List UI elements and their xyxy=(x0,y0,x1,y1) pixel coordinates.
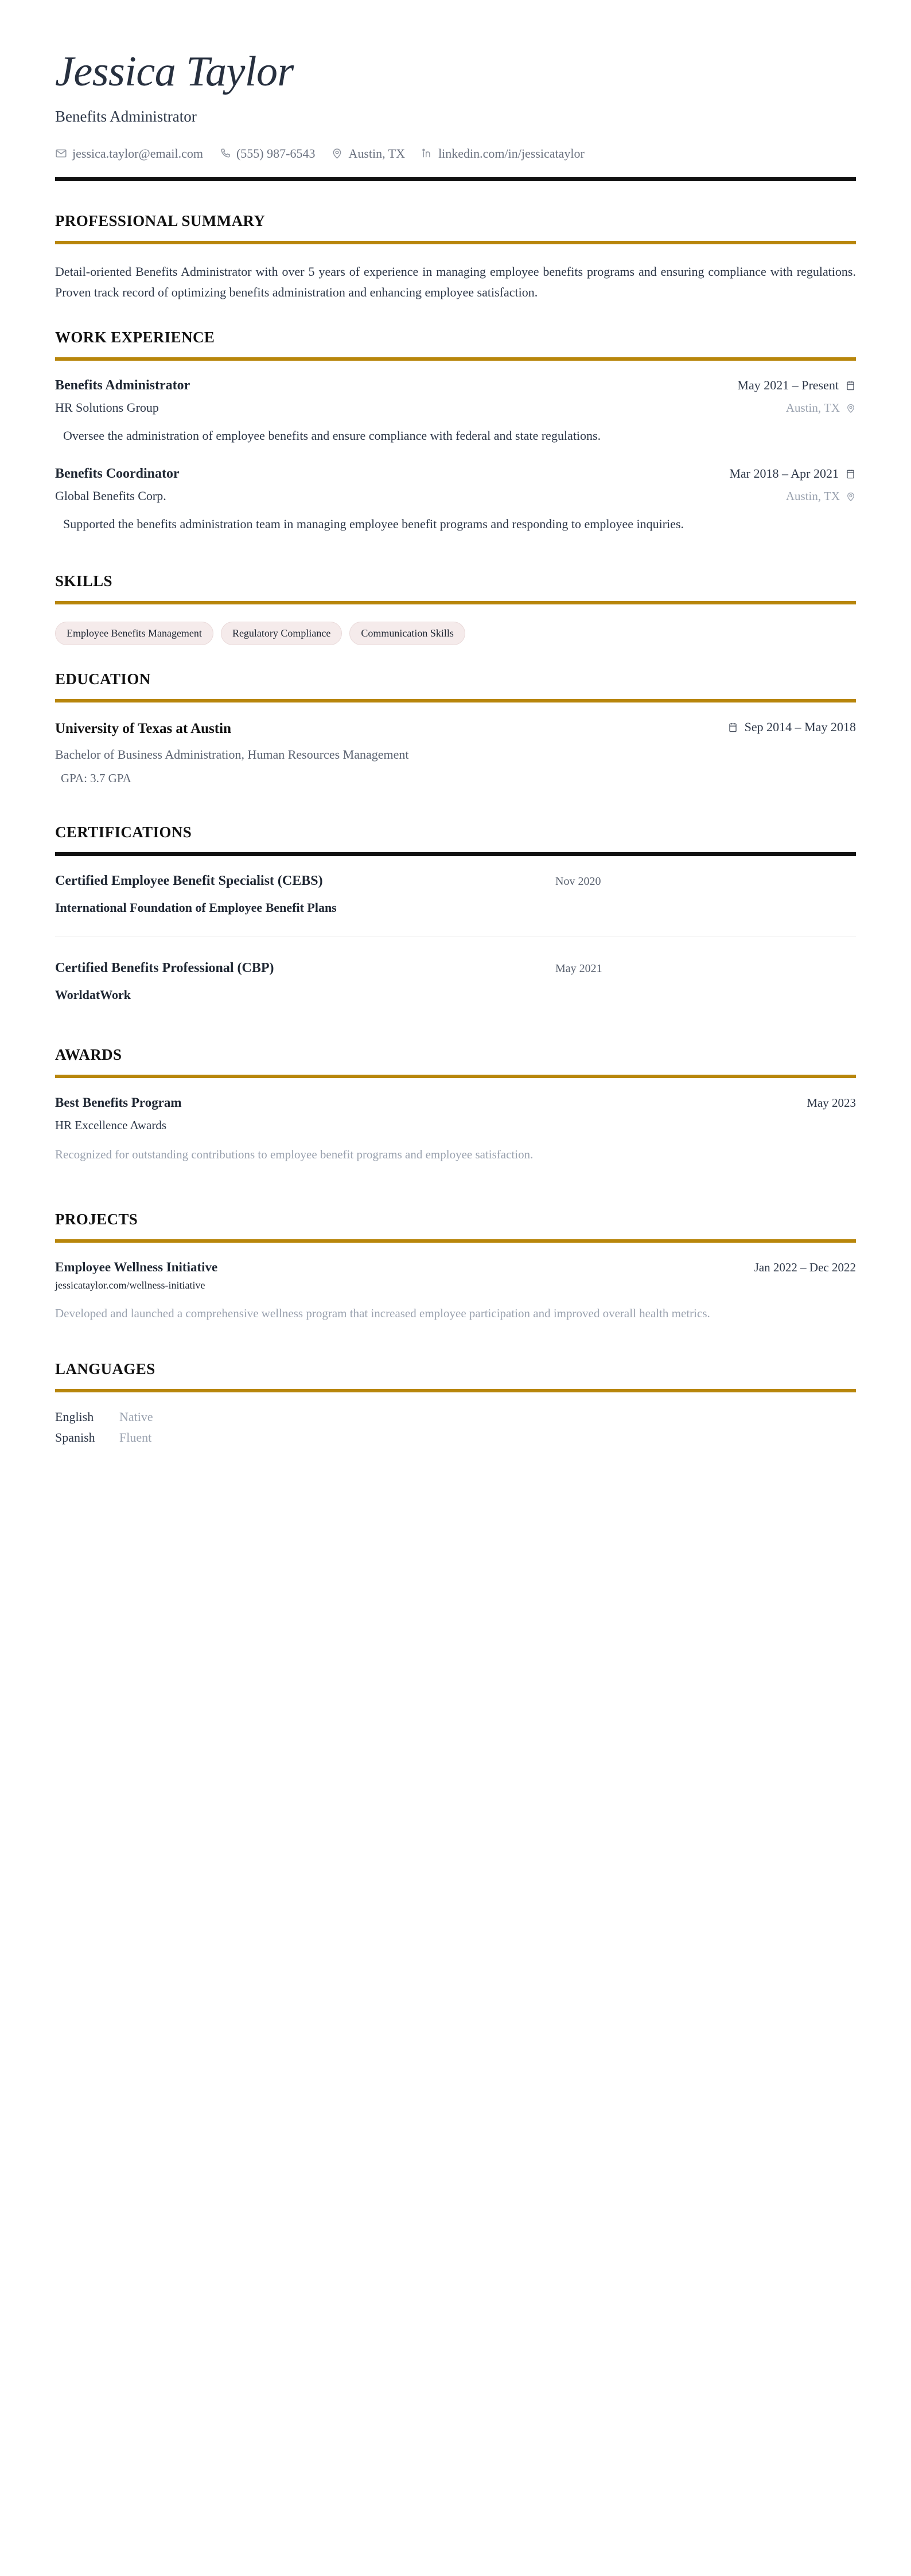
education-date: Sep 2014 – May 2018 xyxy=(744,720,856,735)
project-title: Employee Wellness Initiative xyxy=(55,1260,218,1275)
experience-company: HR Solutions Group xyxy=(55,400,159,415)
section-title-languages: LANGUAGES xyxy=(55,1360,155,1377)
language-row xyxy=(55,1430,856,1445)
experience-location-group xyxy=(786,489,856,504)
contact-email[interactable] xyxy=(55,146,203,160)
experience-header-row xyxy=(55,466,856,482)
skill-pill: Regulatory Compliance xyxy=(221,622,342,646)
section-title-certifications: CERTIFICATIONS xyxy=(55,823,192,841)
experience-description: Supported the benefits administration team in managing employee benefit programs and responding to employee inquiries. xyxy=(63,517,684,532)
section-certifications xyxy=(55,823,856,1023)
award-description: Recognized for outstanding contributions to employee benefit programs and employee satisfaction. xyxy=(55,1147,534,1161)
section-professional-summary xyxy=(55,212,856,302)
certification-date: Nov 2020 xyxy=(555,875,601,888)
section-title-awards: AWARDS xyxy=(55,1045,122,1063)
project-header-row xyxy=(55,1260,856,1275)
project-url[interactable]: jessicataylor.com/wellness-initiative xyxy=(55,1279,205,1291)
education-degree: Bachelor of Business Administration, Human Resources Management xyxy=(55,747,409,762)
contact-row xyxy=(55,146,856,160)
contact-location xyxy=(331,146,405,160)
project-date: Jan 2022 – Dec 2022 xyxy=(754,1260,856,1275)
calendar-icon xyxy=(845,380,856,391)
certification-name: Certified Employee Benefit Specialist (CEBS) xyxy=(55,873,323,888)
contact-linkedin[interactable] xyxy=(421,146,585,160)
skill-pill: Communication Skills xyxy=(349,622,465,646)
section-languages xyxy=(55,1360,856,1445)
section-divider-awards xyxy=(55,1075,856,1078)
section-divider-languages xyxy=(55,1389,856,1392)
linkedin-icon xyxy=(421,147,433,159)
section-divider-projects xyxy=(55,1239,856,1243)
map-pin-icon xyxy=(331,147,343,159)
certification-item xyxy=(55,936,856,1023)
certification-name: Certified Benefits Professional (CBP) xyxy=(55,960,274,975)
experience-date: May 2021 – Present xyxy=(737,378,839,393)
contact-email-text: jessica.taylor@email.com xyxy=(72,146,203,161)
award-date: May 2023 xyxy=(807,1095,856,1110)
experience-location: Austin, TX xyxy=(785,489,840,504)
section-education xyxy=(55,670,856,786)
candidate-headline: Benefits Administrator xyxy=(55,108,197,125)
experience-header-row xyxy=(55,378,856,393)
language-level: Native xyxy=(119,1409,153,1424)
language-row xyxy=(55,1410,856,1424)
award-title: Best Benefits Program xyxy=(55,1095,182,1110)
map-pin-icon xyxy=(846,403,856,413)
summary-text: Detail-oriented Benefits Administrator with over 5 years of experience in managing employee benefits programs and ensuring compliance with regulations. Proven track record of optimizing benefits administration and enhancing employee satisfaction. xyxy=(55,264,856,299)
section-title-skills: SKILLS xyxy=(55,572,112,590)
certification-header-row xyxy=(55,961,856,976)
language-name: English xyxy=(55,1409,94,1424)
section-skills xyxy=(55,572,856,646)
phone-icon xyxy=(219,147,231,159)
award-issuer: HR Excellence Awards xyxy=(55,1118,167,1132)
certification-issuer: WorldatWork xyxy=(55,987,131,1002)
calendar-icon xyxy=(845,469,856,479)
section-divider-experience xyxy=(55,357,856,361)
section-title-education: EDUCATION xyxy=(55,670,151,688)
experience-date: Mar 2018 – Apr 2021 xyxy=(729,466,839,481)
language-name: Spanish xyxy=(55,1430,95,1445)
contact-location-text: Austin, TX xyxy=(348,146,406,161)
experience-date-group xyxy=(729,466,856,481)
contact-phone[interactable] xyxy=(219,146,315,160)
experience-date-group xyxy=(737,378,856,393)
skills-list xyxy=(55,622,856,646)
map-pin-icon xyxy=(846,491,856,502)
award-item xyxy=(55,1095,856,1164)
award-header-row xyxy=(55,1095,856,1110)
education-header-row xyxy=(55,720,856,737)
section-awards xyxy=(55,1046,856,1164)
section-title-summary: PROFESSIONAL SUMMARY xyxy=(55,212,266,229)
experience-subheader-row xyxy=(55,489,856,504)
certification-item xyxy=(55,873,856,936)
project-item xyxy=(55,1260,856,1324)
contact-linkedin-text: linkedin.com/in/jessicataylor xyxy=(438,146,585,161)
experience-company: Global Benefits Corp. xyxy=(55,489,166,504)
section-projects xyxy=(55,1211,856,1324)
education-item xyxy=(55,720,856,786)
experience-location-group xyxy=(786,401,856,415)
education-gpa: GPA: 3.7 GPA xyxy=(61,771,131,785)
calendar-icon xyxy=(727,722,738,733)
project-description: Developed and launched a comprehensive wellness program that increased employee participation and improved overall health metrics. xyxy=(55,1306,710,1321)
education-date-group xyxy=(727,720,856,735)
certification-date: May 2021 xyxy=(555,962,602,975)
contact-phone-text: (555) 987-6543 xyxy=(236,146,316,161)
experience-location: Austin, TX xyxy=(785,401,840,415)
experience-subheader-row xyxy=(55,400,856,415)
experience-role: Benefits Coordinator xyxy=(55,466,180,482)
experience-description: Oversee the administration of employee benefits and ensure compliance with federal and state regulations. xyxy=(63,428,601,443)
section-divider-certifications xyxy=(55,852,856,856)
section-divider-summary xyxy=(55,241,856,244)
experience-item xyxy=(55,378,856,446)
envelope-icon xyxy=(55,147,67,159)
skill-pill: Employee Benefits Management xyxy=(55,622,213,646)
education-school: University of Texas at Austin xyxy=(55,720,231,736)
certification-header-row xyxy=(55,873,856,889)
section-title-projects: PROJECTS xyxy=(55,1211,138,1228)
section-work-experience xyxy=(55,329,856,534)
language-level: Fluent xyxy=(119,1430,152,1445)
section-title-experience: WORK EXPERIENCE xyxy=(55,329,215,346)
header-divider xyxy=(55,177,856,181)
candidate-name: Jessica Taylor xyxy=(55,48,294,95)
experience-item xyxy=(55,466,856,534)
experience-role: Benefits Administrator xyxy=(55,378,190,393)
resume-header xyxy=(55,50,856,181)
section-divider-skills xyxy=(55,601,856,604)
certification-issuer: International Foundation of Employee Benefit Plans xyxy=(55,900,337,915)
section-divider-education xyxy=(55,699,856,702)
